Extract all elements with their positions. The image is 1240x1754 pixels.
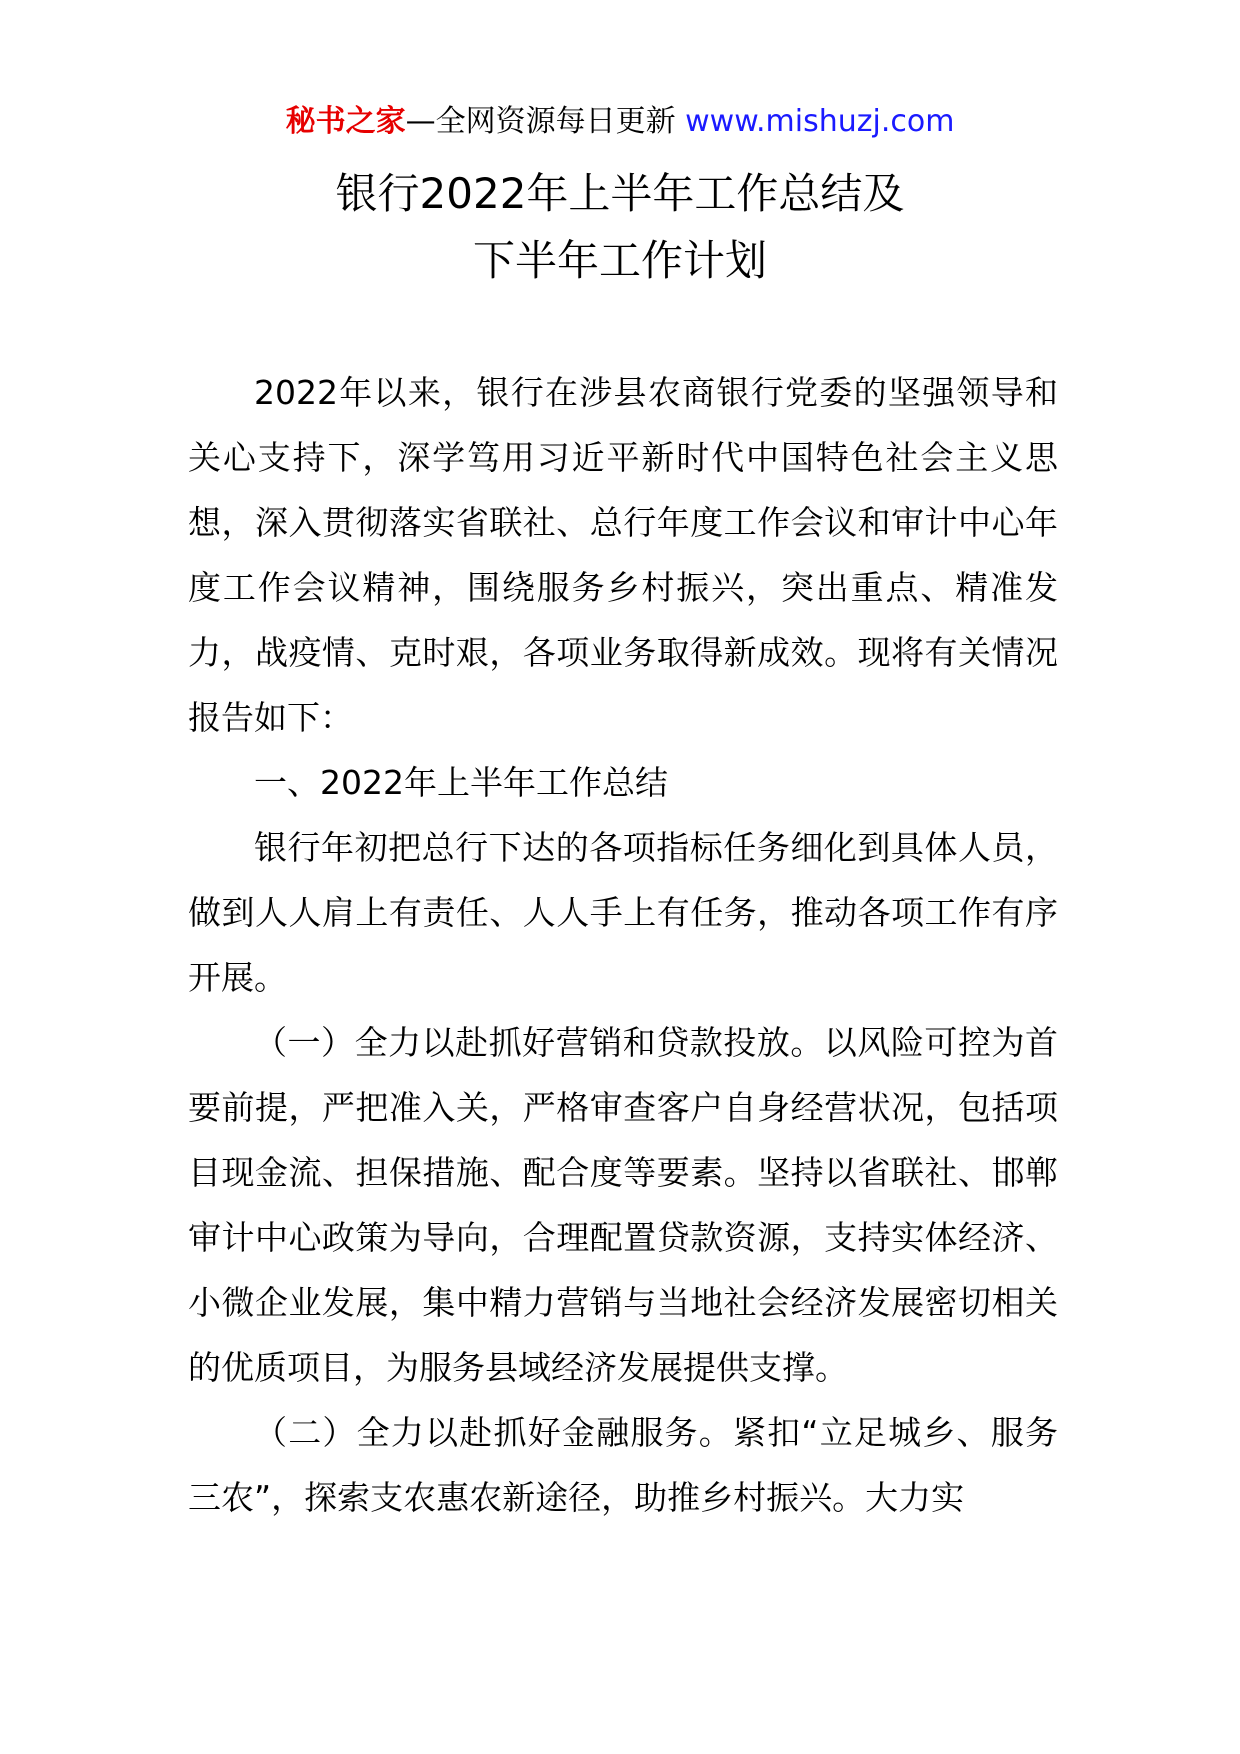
paragraph-subsection-2: （二）全力以赴抓好金融服务。紧扣“立足城乡、服务三农”，探索支农惠农新途径，助推乡村振兴。大力实 (188, 1413, 1058, 1517)
document-title-line-1: 银行2022年上半年工作总结及 (335, 169, 905, 218)
paragraph-section-1-intro: 银行年初把总行下达的各项指标任务细化到具体人员，做到人人肩上有责任、人人手上有任务，推动各项工作有序开展。 (188, 828, 1058, 997)
section-heading-1: 一、2022年上半年工作总结 (254, 763, 668, 802)
paragraph-subsection-1: （一）全力以赴抓好营销和贷款投放。以风险可控为首要前提，严把准入关，严格审查客户自身经营状况，包括项目现金流、担保措施、配合度等要素。坚持以省联社、邯郸审计中心政策为导向，合理配置贷款资源，支持实体经济、小微企业发展，集中精力营销与当地社会经济发展密切相关的优质项目，为服务县域经济发展提供支撑。 (188, 1023, 1058, 1387)
site-url-link[interactable]: www.mishuzj.com (685, 104, 955, 139)
document-body (188, 360, 1058, 1530)
document-title-line-2: 下半年工作计划 (472, 236, 767, 285)
site-header (0, 100, 1240, 144)
site-brand: 秘书之家 (285, 104, 406, 139)
paragraph-intro: 2022年以来，银行在涉县农商银行党委的坚强领导和关心支持下，深学笃用习近平新时代中国特色社会主义思想，深入贯彻落实省联社、总行年度工作会议和审计中心年度工作会议精神，围绕服务乡村振兴，突出重点、精准发力，战疫情、克时艰，各项业务取得新成效。现将有关情况报告如下： (188, 373, 1058, 737)
site-tagline: —全网资源每日更新 (405, 104, 676, 139)
